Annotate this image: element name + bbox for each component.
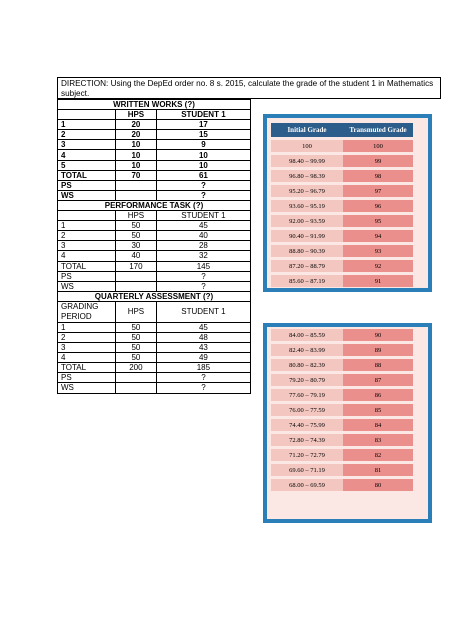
transmuted-grade-cell: 98 (343, 170, 413, 182)
student-cell: 10 (156, 160, 250, 170)
row-label-cell: 5 (58, 160, 116, 170)
initial-grade-cell: 88.80 – 90.39 (271, 245, 343, 257)
row-label-cell: 1 (58, 322, 116, 332)
section-header-row (58, 211, 251, 221)
transmuted-grade-cell: 90 (343, 329, 413, 341)
transmutation-row (271, 434, 413, 446)
table-row (58, 281, 251, 291)
transmuted-grade-cell: 100 (343, 140, 413, 152)
table-row (58, 373, 251, 383)
student-cell: ? (156, 373, 250, 383)
transmuted-grade-cell: 91 (343, 275, 413, 287)
hps-cell: 50 (116, 221, 157, 231)
table-row (58, 180, 251, 190)
initial-grade-cell: 74.40 – 75.99 (271, 419, 343, 431)
transmutation-row (271, 419, 413, 431)
initial-grade-cell: 76.00 – 77.59 (271, 404, 343, 416)
transmuted-grade-cell: 94 (343, 230, 413, 242)
row-label-cell: TOTAL (58, 170, 116, 180)
initial-grade-cell: 85.60 – 87.19 (271, 275, 343, 287)
grade-computation-table (57, 99, 251, 394)
table-row (58, 140, 251, 150)
transmutation-row (271, 464, 413, 476)
table-row (58, 150, 251, 160)
row-label-cell: 1 (58, 120, 116, 130)
transmuted-grade-cell: 99 (343, 155, 413, 167)
student-cell: ? (156, 190, 250, 200)
transmuted-grade-cell: 89 (343, 344, 413, 356)
hps-cell (116, 373, 157, 383)
row-label-cell: 4 (58, 353, 116, 363)
hps-cell (116, 180, 157, 190)
transmuted-grade-cell: 92 (343, 260, 413, 272)
table-row (58, 363, 251, 373)
student-cell: ? (156, 383, 250, 393)
section-title-row (58, 200, 251, 210)
row-label-cell: TOTAL (58, 363, 116, 373)
hps-cell: 10 (116, 150, 157, 160)
transmutation-row (271, 389, 413, 401)
student-cell: 45 (156, 221, 250, 231)
transmuted-grade-cell: 84 (343, 419, 413, 431)
transmutation-row (271, 329, 413, 341)
table-row (58, 170, 251, 180)
row-label-cell: 3 (58, 140, 116, 150)
transmuted-grade-cell: 81 (343, 464, 413, 476)
row-label-cell: TOTAL (58, 261, 116, 271)
table-row (58, 221, 251, 231)
row-label-cell: 2 (58, 130, 116, 140)
table-row (58, 120, 251, 130)
header-cell: HPS (116, 211, 157, 221)
transmuted-grade-header: Transmuted Grade (343, 123, 413, 137)
row-label-cell: 3 (58, 343, 116, 353)
transmutation-row (271, 200, 413, 212)
student-cell: 145 (156, 261, 250, 271)
header-cell: HPS (116, 110, 157, 120)
transmutation-row (271, 479, 413, 491)
row-label-cell: PS (58, 373, 116, 383)
transmuted-grade-cell: 82 (343, 449, 413, 461)
student-cell: 9 (156, 140, 250, 150)
table-row (58, 271, 251, 281)
initial-grade-cell: 90.40 – 91.99 (271, 230, 343, 242)
initial-grade-cell: 77.60 – 79.19 (271, 389, 343, 401)
transmuted-grade-cell: 83 (343, 434, 413, 446)
initial-grade-cell: 87.20 – 88.79 (271, 260, 343, 272)
header-cell: HPS (116, 301, 157, 322)
student-cell: 40 (156, 231, 250, 241)
row-label-cell: 3 (58, 241, 116, 251)
section-title-row (58, 291, 251, 301)
table-row (58, 231, 251, 241)
transmutation-row (271, 215, 413, 227)
student-cell: 49 (156, 353, 250, 363)
table-row (58, 383, 251, 393)
hps-cell: 50 (116, 231, 157, 241)
initial-grade-cell: 95.20 – 96.79 (271, 185, 343, 197)
header-cell (58, 110, 116, 120)
hps-cell: 200 (116, 363, 157, 373)
initial-grade-cell: 68.00 – 69.59 (271, 479, 343, 491)
hps-cell: 50 (116, 353, 157, 363)
hps-cell: 20 (116, 130, 157, 140)
header-cell (58, 211, 116, 221)
section-title-row (58, 100, 251, 110)
student-cell: 32 (156, 251, 250, 261)
header-cell: GRADING PERIOD (58, 301, 116, 322)
initial-grade-cell: 72.80 – 74.39 (271, 434, 343, 446)
transmutation-row (271, 140, 413, 152)
transmuted-grade-cell: 93 (343, 245, 413, 257)
hps-cell: 70 (116, 170, 157, 180)
transmutation-row (271, 275, 413, 287)
transmuted-grade-cell: 97 (343, 185, 413, 197)
initial-grade-cell: 84.00 – 85.59 (271, 329, 343, 341)
student-cell: 45 (156, 322, 250, 332)
table-row (58, 251, 251, 261)
table-row (58, 353, 251, 363)
hps-cell (116, 383, 157, 393)
hps-cell: 50 (116, 343, 157, 353)
hps-cell: 10 (116, 160, 157, 170)
hps-cell: 170 (116, 261, 157, 271)
transmutation-table-panel-1 (263, 114, 432, 292)
header-cell: STUDENT 1 (156, 301, 250, 322)
header-cell: STUDENT 1 (156, 110, 250, 120)
hps-cell (116, 271, 157, 281)
section-title: WRITTEN WORKS (?) (58, 100, 251, 110)
initial-grade-cell: 80.80 – 82.39 (271, 359, 343, 371)
student-cell: 10 (156, 150, 250, 160)
initial-grade-cell: 98.40 – 99.99 (271, 155, 343, 167)
table-row (58, 241, 251, 251)
student-cell: 48 (156, 332, 250, 342)
transmutation-row (271, 245, 413, 257)
section-title: QUARTERLY ASSESSMENT (?) (58, 291, 251, 301)
transmutation-row (271, 449, 413, 461)
student-cell: ? (156, 180, 250, 190)
table-row (58, 160, 251, 170)
row-label-cell: PS (58, 271, 116, 281)
transmutation-table-1 (271, 120, 413, 290)
initial-grade-cell: 96.80 – 98.39 (271, 170, 343, 182)
initial-grade-cell: 79.20 – 80.79 (271, 374, 343, 386)
hps-cell: 20 (116, 120, 157, 130)
direction-box (57, 77, 441, 99)
transmutation-table-1-background (267, 118, 428, 288)
section-header-row (58, 301, 251, 322)
row-label-cell: WS (58, 281, 116, 291)
table-row (58, 130, 251, 140)
student-cell: 17 (156, 120, 250, 130)
initial-grade-cell: 82.40 – 83.99 (271, 344, 343, 356)
table-row (58, 343, 251, 353)
row-label-cell: PS (58, 180, 116, 190)
transmutation-row (271, 155, 413, 167)
transmutation-table-panel-2 (263, 323, 432, 523)
direction-text: DIRECTION: Using the DepEd order no. 8 s. 2015, calculate the grade of the student 1 in Mathematics subject. (61, 79, 434, 98)
row-label-cell: 4 (58, 150, 116, 160)
initial-grade-cell: 93.60 – 95.19 (271, 200, 343, 212)
student-cell: 43 (156, 343, 250, 353)
table-row (58, 322, 251, 332)
hps-cell: 30 (116, 241, 157, 251)
transmutation-row (271, 260, 413, 272)
hps-cell (116, 281, 157, 291)
initial-grade-cell: 92.00 – 93.59 (271, 215, 343, 227)
student-cell: 28 (156, 241, 250, 251)
initial-grade-cell: 100 (271, 140, 343, 152)
student-cell: 185 (156, 363, 250, 373)
student-cell: 61 (156, 170, 250, 180)
section-header-row (58, 110, 251, 120)
hps-cell: 50 (116, 332, 157, 342)
transmuted-grade-cell: 87 (343, 374, 413, 386)
transmutation-table-2 (271, 326, 413, 494)
transmutation-row (271, 230, 413, 242)
student-cell: ? (156, 271, 250, 281)
transmutation-row (271, 359, 413, 371)
transmuted-grade-cell: 80 (343, 479, 413, 491)
transmuted-grade-cell: 88 (343, 359, 413, 371)
transmutation-row (271, 404, 413, 416)
transmuted-grade-cell: 85 (343, 404, 413, 416)
transmutation-header-row (271, 123, 413, 137)
hps-cell (116, 190, 157, 200)
row-label-cell: 1 (58, 221, 116, 231)
row-label-cell: WS (58, 190, 116, 200)
student-cell: 15 (156, 130, 250, 140)
hps-cell: 10 (116, 140, 157, 150)
row-label-cell: 2 (58, 231, 116, 241)
transmutation-row (271, 344, 413, 356)
transmuted-grade-cell: 96 (343, 200, 413, 212)
row-label-cell: 4 (58, 251, 116, 261)
hps-cell: 40 (116, 251, 157, 261)
transmuted-grade-cell: 95 (343, 215, 413, 227)
initial-grade-header: Initial Grade (271, 123, 343, 137)
transmutation-table-2-background (267, 327, 428, 519)
initial-grade-cell: 71.20 – 72.79 (271, 449, 343, 461)
row-label-cell: WS (58, 383, 116, 393)
initial-grade-cell: 69.60 – 71.19 (271, 464, 343, 476)
transmutation-row (271, 374, 413, 386)
table-row (58, 332, 251, 342)
student-cell: ? (156, 281, 250, 291)
hps-cell: 50 (116, 322, 157, 332)
table-row (58, 190, 251, 200)
transmutation-row (271, 185, 413, 197)
transmuted-grade-cell: 86 (343, 389, 413, 401)
transmutation-row (271, 170, 413, 182)
header-cell: STUDENT 1 (156, 211, 250, 221)
row-label-cell: 2 (58, 332, 116, 342)
table-row (58, 261, 251, 271)
section-title: PERFORMANCE TASK (?) (58, 200, 251, 210)
